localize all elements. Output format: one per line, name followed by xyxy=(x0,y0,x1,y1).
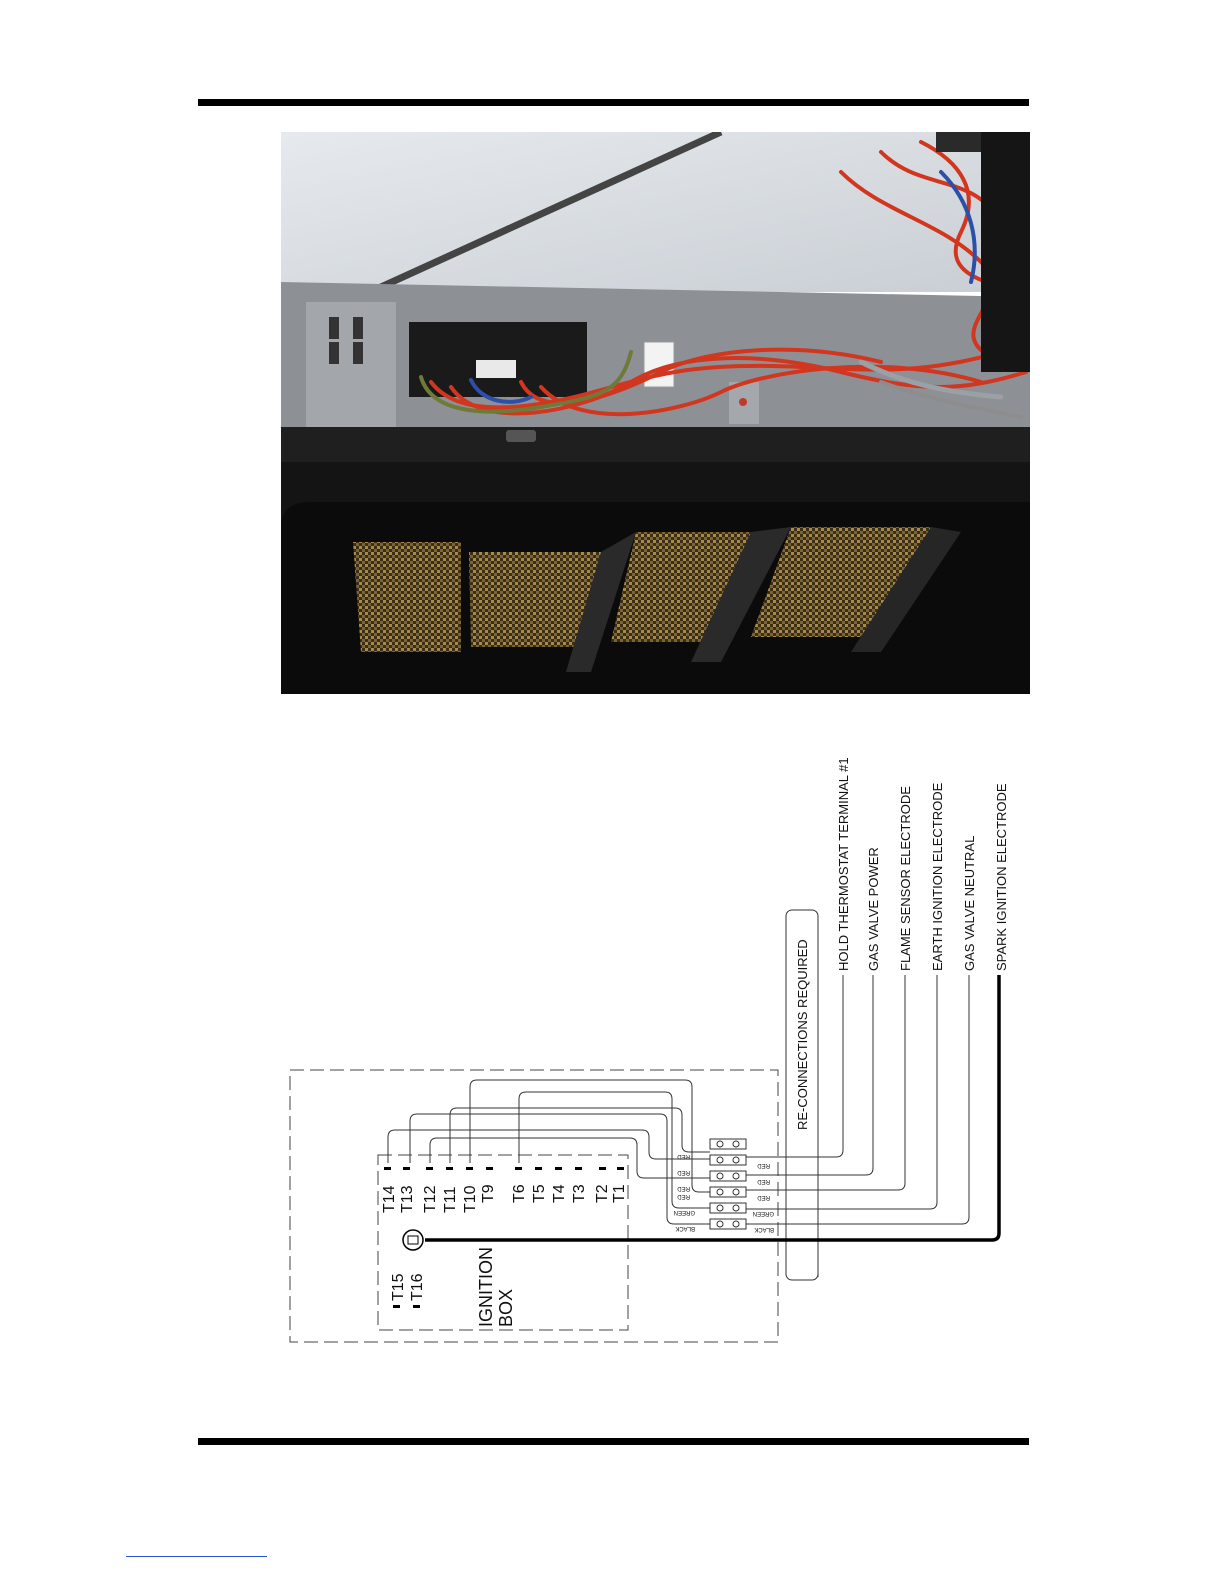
terminal-t9: T9 xyxy=(480,1184,497,1203)
svg-text:GREEN: GREEN xyxy=(673,1209,695,1215)
bracket-slot xyxy=(329,342,339,364)
terminal-connectors xyxy=(710,1139,746,1229)
ignition-box-label: IGNITION xyxy=(476,1247,496,1327)
header-rule xyxy=(198,99,1029,106)
terminal-t12: T12 xyxy=(422,1185,439,1213)
svg-text:RED: RED xyxy=(757,1162,770,1168)
wire-t10 xyxy=(470,1080,710,1192)
svg-text:RED: RED xyxy=(677,1169,690,1175)
svg-text:RED: RED xyxy=(677,1185,690,1191)
mounting-bracket xyxy=(306,302,396,427)
terminal-t4: T4 xyxy=(551,1184,568,1203)
terminal-t14: T14 xyxy=(381,1185,398,1213)
svg-text:RED: RED xyxy=(757,1194,770,1200)
connection-label: GAS VALVE POWER xyxy=(866,847,881,971)
side-equipment xyxy=(981,132,1030,372)
footer-rule xyxy=(198,1438,1029,1445)
connection-label: SPARK IGNITION ELECTRODE xyxy=(994,783,1009,971)
spark-terminal xyxy=(403,1230,423,1250)
terminal-t10: T10 xyxy=(462,1185,479,1213)
connection-label: GAS VALVE NEUTRAL xyxy=(962,835,977,971)
terminal-t2: T2 xyxy=(594,1184,611,1203)
terminal-t5: T5 xyxy=(531,1184,548,1203)
lead-flame-sensor xyxy=(770,975,905,1190)
terminal-label xyxy=(476,360,516,378)
frame-latch xyxy=(506,430,536,442)
background-wall xyxy=(281,132,1030,292)
svg-text:BLACK: BLACK xyxy=(675,1225,695,1231)
svg-text:GREEN: GREEN xyxy=(752,1210,774,1216)
connection-label: FLAME SENSOR ELECTRODE xyxy=(898,786,913,971)
footnote-separator xyxy=(126,1556,267,1557)
terminal-t6: T6 xyxy=(511,1184,528,1203)
terminal-t16: T16 xyxy=(409,1273,426,1301)
terminal-t3: T3 xyxy=(571,1184,588,1203)
terminal-t13: T13 xyxy=(399,1185,416,1213)
terminal-t15: T15 xyxy=(390,1273,407,1301)
lead-gas-valve-power xyxy=(770,975,873,1175)
svg-text:RED: RED xyxy=(677,1153,690,1159)
svg-text:RED: RED xyxy=(677,1193,690,1199)
ignition-box-label: BOX xyxy=(496,1288,516,1327)
burner-element xyxy=(353,542,461,652)
terminal-t11: T11 xyxy=(442,1186,459,1213)
svg-text:BLACK: BLACK xyxy=(754,1226,774,1232)
svg-text:RED: RED xyxy=(757,1178,770,1184)
bracket-slot xyxy=(353,342,363,364)
wire-t12 xyxy=(430,1138,710,1178)
bracket-slot xyxy=(353,317,363,339)
bracket-slot xyxy=(329,317,339,339)
connection-label: EARTH IGNITION ELECTRODE xyxy=(930,782,945,971)
ignition-wiring-diagram xyxy=(270,705,1030,1365)
reconnections-label: RE-CONNECTIONS REQUIRED xyxy=(795,939,810,1130)
terminal-t1: T1 xyxy=(611,1184,628,1203)
enclosure-outline xyxy=(290,1070,778,1342)
connection-label: HOLD THERMOSTAT TERMINAL #1 xyxy=(836,757,851,971)
wire-t14 xyxy=(388,1130,710,1163)
oven-wiring-photo xyxy=(281,132,1030,694)
